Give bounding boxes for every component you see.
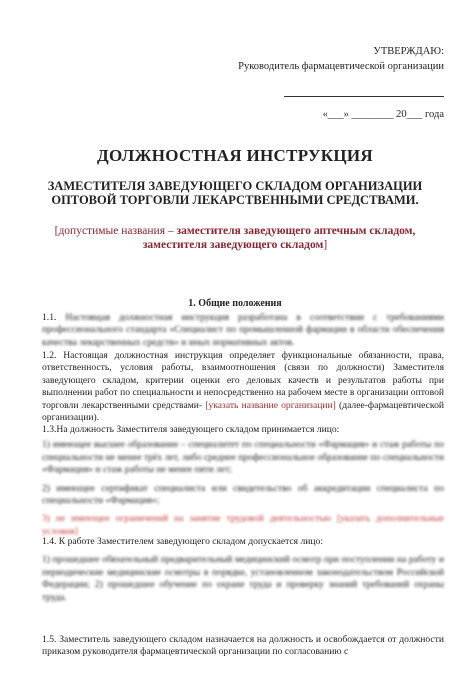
head-title: Руководитель фармацевтической организации	[238, 61, 444, 72]
section-heading: 1. Общие положения	[188, 298, 282, 309]
blurred-text: Настоящая должностная инструкция разработана в соответствии с требованиями профессионального стандарта «Специалист по промышленной фармации в области обеспечения качества лекарственных средств» и иных нормативных актов.	[42, 312, 444, 348]
alt-names-prefix: [допустимые названия –	[54, 225, 177, 237]
paragraph-text: 1.5. Заместитель заведующего складом назначается на должность и освобождается от должности приказом руководителя фармацевтической организации по согласованию с	[42, 634, 444, 658]
blurred-item: 1) прошедшее обязательный предварительный медицинский осмотр при поступлении на работу и периодические медицинские осмотры в порядке, установленном законодательством Российской Федерации; 2) прошедшее обучение по охране труда и проверку знаний требований охраны труда.	[42, 554, 444, 603]
document-subtitle: ЗАМЕСТИТЕЛЯ ЗАВЕДУЮЩЕГО СКЛАДОМ ОРГАНИЗАЦИИ ОПТОВОЙ ТОРГОВЛИ ЛЕКАРСТВЕННЫМИ СРЕДСТВАМИ.	[47, 179, 423, 207]
paragraph-1-1	[42, 312, 444, 349]
alt-names-list: заместителя заведующего аптечным складом, заместителя заведующего складом	[142, 225, 416, 251]
paragraph-text: 1.4. К работе Заместителем заведующего складом допускается лицо:	[42, 536, 323, 547]
paragraph-text: 1.2. Настоящая должностная инструкция определяет функциональные обязанности, права, ответственность, условия работы, взаимоотношения (связи по должности) Заместителя заведующего складом, критерии оценки его деловых качеств и результатов работы при выполнении работ по специальности и непосредственно на рабочем месте в организации оптовой торговли лекарственными средствами-	[42, 350, 444, 411]
date-line: «___» ________ 20___ года	[322, 109, 444, 120]
approval-block	[228, 44, 444, 122]
paragraph-1-5	[42, 634, 444, 659]
alternative-names	[30, 224, 440, 252]
organization-placeholder: [указать название организации]	[205, 399, 336, 411]
alt-names-suffix: ]	[323, 239, 328, 251]
paragraph-1-2	[42, 350, 444, 424]
paragraph-text: 1.3.На должность Заместителя заведующего складом принимается лицо:	[42, 424, 340, 435]
blurred-item-b: 2) имеющее сертификат специалиста или свидетельство об аккредитации специалиста по специальности «Фармация»;	[42, 482, 444, 507]
blurred-item-c: 3) не имеющее ограничений на занятие трудовой деятельностью [указать дополнительные условия]	[42, 513, 444, 537]
paragraph-number: 1.1.	[42, 312, 57, 323]
approve-label: УТВЕРЖДАЮ:	[373, 46, 444, 57]
paragraph-1-3	[42, 424, 444, 538]
blurred-item-a: 1) имеющее высшее образование – специалитет по специальности «Фармация» и стаж работы по специальности не менее трёх лет, либо среднее профессиональное образование по специальности «Фармация» и стаж работы не менее пяти лет;	[42, 439, 444, 476]
paragraph-1-4	[42, 536, 444, 604]
document-title: ДОЛЖНОСТНАЯ ИНСТРУКЦИЯ	[97, 146, 373, 165]
signature-line	[284, 96, 444, 97]
paragraph-text-end: (далее-фармацевтической организации).	[42, 399, 444, 424]
